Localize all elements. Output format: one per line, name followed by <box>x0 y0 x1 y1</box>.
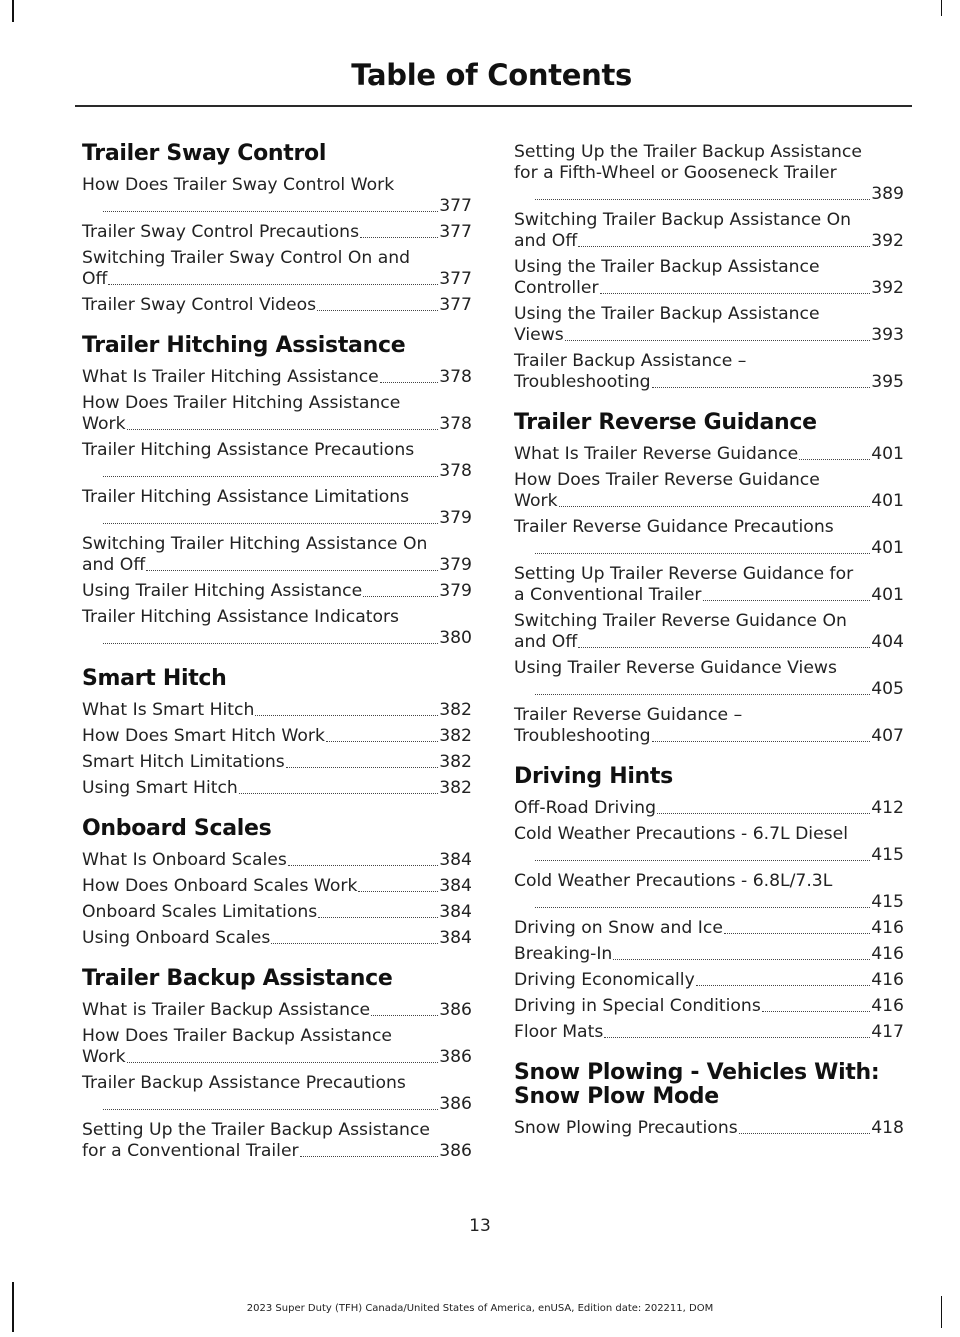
toc-section <box>514 411 904 747</box>
toc-entry[interactable] <box>82 367 472 388</box>
toc-entry-last-line <box>514 278 904 299</box>
section-heading <box>514 765 904 789</box>
dot-leader <box>127 429 439 430</box>
toc-entry[interactable] <box>514 1118 904 1139</box>
toc-entry-text: Using the Trailer Backup Assistance <box>514 257 820 277</box>
toc-entry-last-line <box>82 295 472 316</box>
toc-page-number: 417 <box>871 1022 904 1042</box>
toc-entry-last-line <box>514 491 904 512</box>
toc-page-number: 379 <box>439 555 472 575</box>
toc-page-number: 386 <box>439 1094 472 1114</box>
toc-page-number: 379 <box>439 581 472 601</box>
toc-entry-text: Views <box>514 325 564 345</box>
toc-entry[interactable] <box>82 175 472 217</box>
toc-entry-text: Smart Hitch Limitations <box>82 752 285 772</box>
dot-leader <box>239 793 438 794</box>
toc-entry-last-line <box>514 1022 904 1043</box>
toc-page-number: 386 <box>439 1000 472 1020</box>
toc-entry[interactable] <box>82 778 472 799</box>
toc-page-number: 384 <box>439 876 472 896</box>
toc-entry-last-line <box>82 555 472 576</box>
toc-entry-last-line <box>514 231 904 252</box>
toc-entry-text: Controller <box>514 278 599 298</box>
dot-leader <box>657 813 870 814</box>
toc-entry-last-line <box>514 372 904 393</box>
toc-entry-text: Trailer Hitching Assistance Precautions <box>82 440 415 460</box>
toc-entry-text: Driving on Snow and Ice <box>514 918 723 938</box>
toc-entry-last-line <box>514 585 904 606</box>
toc-entry[interactable] <box>514 918 904 939</box>
toc-entry[interactable] <box>514 1022 904 1043</box>
toc-entry-text: Troubleshooting <box>514 372 651 392</box>
toc-entry[interactable] <box>82 850 472 871</box>
crop-mark <box>12 0 14 22</box>
dot-leader <box>108 284 438 285</box>
toc-entry-text: Trailer Sway Control Videos <box>82 295 317 315</box>
toc-page-number: 389 <box>871 184 904 204</box>
dot-leader <box>696 985 870 986</box>
toc-section <box>82 667 472 799</box>
dot-leader <box>535 860 870 861</box>
toc-entry[interactable] <box>82 393 472 435</box>
toc-entry-last-line <box>514 970 904 991</box>
toc-entry-text: Work <box>82 414 126 434</box>
toc-left-column <box>82 142 472 1180</box>
toc-page-number: 377 <box>439 196 472 216</box>
dot-leader <box>600 293 871 294</box>
toc-right-column <box>514 142 904 1157</box>
dot-leader <box>317 310 438 311</box>
section-heading-line: Trailer Hitching Assistance <box>82 333 406 358</box>
toc-entry-last-line <box>82 367 472 388</box>
dot-leader <box>559 506 871 507</box>
toc-entry[interactable] <box>514 564 904 606</box>
section-heading-line: Smart Hitch <box>82 666 227 691</box>
section-heading <box>82 142 472 166</box>
toc-entry[interactable] <box>82 581 472 602</box>
dot-leader <box>300 1156 439 1157</box>
dot-leader <box>288 865 438 866</box>
toc-entry-text: Trailer Hitching Assistance Indicators <box>82 607 400 627</box>
dot-leader <box>255 715 438 716</box>
toc-page-number: 395 <box>871 372 904 392</box>
toc-page-number: 382 <box>439 778 472 798</box>
toc-page-number: 416 <box>871 944 904 964</box>
footer-edition-info: 2023 Super Duty (TFH) Canada/United States of America, enUSA, Edition date: 202211, DOM <box>246 1303 714 1314</box>
dot-leader <box>363 596 438 597</box>
toc-section <box>514 142 904 393</box>
toc-page-number: 405 <box>871 679 904 699</box>
toc-entry-text: Cold Weather Precautions - 6.7L Diesel <box>514 824 848 844</box>
toc-entry-text: Onboard Scales Limitations <box>82 902 318 922</box>
toc-section <box>514 765 904 1043</box>
toc-entry-last-line <box>514 918 904 939</box>
toc-page-number: 401 <box>871 444 904 464</box>
toc-page-number: 401 <box>871 538 904 558</box>
toc-entry[interactable] <box>514 705 904 747</box>
toc-entry-last-line <box>514 726 904 747</box>
toc-entry-last-line <box>82 1047 472 1068</box>
dot-leader <box>103 523 438 524</box>
toc-entry-last-line <box>534 845 904 866</box>
toc-entry-text: What Is Onboard Scales <box>82 850 287 870</box>
toc-entry-last-line <box>102 461 472 482</box>
section-heading <box>82 334 472 358</box>
dot-leader <box>565 340 870 341</box>
toc-entry-text: Setting Up the Trailer Backup Assistance <box>82 1120 430 1140</box>
dot-leader <box>762 1011 870 1012</box>
toc-entry-text: How Does Smart Hitch Work <box>82 726 325 746</box>
section-heading <box>514 411 904 435</box>
toc-entry[interactable] <box>82 1120 472 1162</box>
toc-entry[interactable] <box>82 222 472 243</box>
toc-entry-text: How Does Trailer Sway Control Work <box>82 175 395 195</box>
toc-entry-text: Cold Weather Precautions - 6.8L/7.3L <box>514 871 833 891</box>
toc-page-number: 401 <box>871 491 904 511</box>
toc-entry-last-line <box>82 222 472 243</box>
toc-page-number: 377 <box>439 295 472 315</box>
toc-entry[interactable] <box>82 487 472 529</box>
dot-leader <box>739 1133 871 1134</box>
toc-entry[interactable] <box>514 304 904 346</box>
toc-entry-text: Driving Economically <box>514 970 695 990</box>
toc-page-number: 412 <box>871 798 904 818</box>
toc-page-number: 415 <box>871 845 904 865</box>
section-heading <box>514 1061 904 1109</box>
toc-section <box>82 817 472 949</box>
toc-entry-last-line <box>82 1141 472 1162</box>
toc-page-number: 382 <box>439 726 472 746</box>
toc-page-number: 407 <box>871 726 904 746</box>
toc-page-number: 378 <box>439 367 472 387</box>
page-number: 13 <box>469 1216 491 1236</box>
toc-entry-text: Snow Plowing Precautions <box>514 1118 738 1138</box>
toc-entry-text: Trailer Reverse Guidance – <box>514 705 743 725</box>
toc-page-number: 393 <box>871 325 904 345</box>
toc-entry[interactable] <box>82 534 472 576</box>
toc-entry[interactable] <box>82 752 472 773</box>
toc-page-number: 392 <box>871 231 904 251</box>
section-heading-line: Trailer Backup Assistance <box>82 966 393 991</box>
toc-entry-text: Setting Up the Trailer Backup Assistance <box>514 142 862 162</box>
section-heading-line: Onboard Scales <box>82 816 272 841</box>
toc-entry-last-line <box>82 1000 472 1021</box>
toc-entry-text: a Conventional Trailer <box>514 585 702 605</box>
section-heading-line: Driving Hints <box>514 764 673 789</box>
toc-entry[interactable] <box>514 210 904 252</box>
dot-leader <box>703 600 871 601</box>
toc-page-number: 386 <box>439 1141 472 1161</box>
toc-entry-text: and Off <box>82 555 146 575</box>
toc-entry-last-line <box>534 538 904 559</box>
toc-entry[interactable] <box>82 1026 472 1068</box>
toc-entry-text: Trailer Reverse Guidance Precautions <box>514 517 834 537</box>
dot-leader <box>578 647 870 648</box>
toc-entry[interactable] <box>82 928 472 949</box>
toc-page-number: 416 <box>871 970 904 990</box>
toc-entry-text: Using Trailer Hitching Assistance <box>82 581 363 601</box>
toc-entry-text: Work <box>514 491 558 511</box>
toc-entry-last-line <box>514 444 904 465</box>
toc-entry[interactable] <box>514 611 904 653</box>
toc-entry[interactable] <box>82 248 472 290</box>
toc-entry-last-line <box>514 1118 904 1139</box>
toc-entry-text: Setting Up Trailer Reverse Guidance for <box>514 564 854 584</box>
toc-entry-text: What is Trailer Backup Assistance <box>82 1000 371 1020</box>
toc-entry[interactable] <box>514 798 904 819</box>
toc-entry-last-line <box>534 679 904 700</box>
dot-leader <box>578 246 870 247</box>
dot-leader <box>535 907 870 908</box>
toc-entry-text: Using Smart Hitch <box>82 778 238 798</box>
toc-entry-text: Switching Trailer Sway Control On and <box>82 248 411 268</box>
section-heading <box>82 667 472 691</box>
dot-leader <box>103 211 438 212</box>
toc-page-number: 382 <box>439 752 472 772</box>
toc-entry-last-line <box>82 752 472 773</box>
dot-leader <box>146 570 438 571</box>
toc-entry-text: Breaking-In <box>514 944 613 964</box>
toc-page-number: 378 <box>439 414 472 434</box>
dot-leader <box>535 199 870 200</box>
toc-entry[interactable] <box>514 996 904 1017</box>
toc-entry[interactable] <box>514 871 904 913</box>
dot-leader <box>724 933 870 934</box>
toc-entry-text: How Does Onboard Scales Work <box>82 876 358 896</box>
toc-entry-last-line <box>82 269 472 290</box>
section-heading <box>82 817 472 841</box>
toc-page-number: 384 <box>439 902 472 922</box>
section-heading-line: Trailer Reverse Guidance <box>514 410 817 435</box>
toc-entry-text: Driving in Special Conditions <box>514 996 761 1016</box>
toc-entry-text: Work <box>82 1047 126 1067</box>
toc-entry-last-line <box>514 944 904 965</box>
dot-leader <box>652 387 871 388</box>
toc-entry[interactable] <box>82 700 472 721</box>
toc-entry[interactable] <box>82 1073 472 1115</box>
dot-leader <box>380 382 438 383</box>
toc-entry-text: Off <box>82 269 108 289</box>
toc-entry-last-line <box>514 325 904 346</box>
toc-page-number: 384 <box>439 850 472 870</box>
toc-entry[interactable] <box>514 970 904 991</box>
toc-entry-last-line <box>82 778 472 799</box>
toc-entry-last-line <box>534 892 904 913</box>
toc-entry-last-line <box>82 902 472 923</box>
toc-entry-text: How Does Trailer Backup Assistance <box>82 1026 392 1046</box>
toc-page-number: 415 <box>871 892 904 912</box>
toc-entry[interactable] <box>514 824 904 866</box>
toc-page-number: 386 <box>439 1047 472 1067</box>
toc-entry[interactable] <box>82 440 472 482</box>
toc-entry[interactable] <box>514 142 904 205</box>
toc-entry[interactable] <box>82 607 472 649</box>
toc-entry-text: Off-Road Driving <box>514 798 656 818</box>
toc-entry[interactable] <box>514 517 904 559</box>
toc-entry-text: What Is Smart Hitch <box>82 700 255 720</box>
toc-entry-text: and Off <box>514 632 578 652</box>
toc-entry-last-line <box>82 700 472 721</box>
toc-entry-text: How Does Trailer Hitching Assistance <box>82 393 401 413</box>
dot-leader <box>535 694 870 695</box>
toc-entry-last-line <box>514 632 904 653</box>
dot-leader <box>271 943 438 944</box>
toc-entry-text: Switching Trailer Hitching Assistance On <box>82 534 428 554</box>
crop-mark <box>941 0 943 16</box>
section-heading-line: Snow Plow Mode <box>514 1084 719 1109</box>
toc-page-number: 401 <box>871 585 904 605</box>
dot-leader <box>360 237 438 238</box>
dot-leader <box>103 476 438 477</box>
section-heading-line: Trailer Sway Control <box>82 141 327 166</box>
toc-page-number: 377 <box>439 269 472 289</box>
toc-entry[interactable] <box>514 257 904 299</box>
toc-entry[interactable] <box>514 470 904 512</box>
toc-entry-last-line <box>534 184 904 205</box>
toc-entry-last-line <box>82 581 472 602</box>
dot-leader <box>286 767 438 768</box>
dot-leader <box>127 1062 439 1063</box>
dot-leader <box>371 1015 438 1016</box>
toc-entry[interactable] <box>82 876 472 897</box>
toc-page-number: 379 <box>439 508 472 528</box>
toc-entry-text: Using the Trailer Backup Assistance <box>514 304 820 324</box>
toc-entry[interactable] <box>514 351 904 393</box>
dot-leader <box>799 459 870 460</box>
toc-entry[interactable] <box>82 726 472 747</box>
section-heading-line: Snow Plowing - Vehicles With: <box>514 1060 880 1085</box>
toc-page-number: 377 <box>439 222 472 242</box>
toc-entry-last-line <box>514 798 904 819</box>
toc-entry-last-line <box>82 414 472 435</box>
toc-entry[interactable] <box>514 944 904 965</box>
header-divider <box>75 105 912 107</box>
toc-entry-last-line <box>82 726 472 747</box>
toc-page-number: 416 <box>871 918 904 938</box>
dot-leader <box>326 741 438 742</box>
toc-entry[interactable] <box>514 444 904 465</box>
section-heading <box>82 967 472 991</box>
toc-page-number: 404 <box>871 632 904 652</box>
toc-entry-last-line <box>82 850 472 871</box>
toc-entry-text: Switching Trailer Reverse Guidance On <box>514 611 847 631</box>
toc-entry-text: What Is Trailer Reverse Guidance <box>514 444 799 464</box>
dot-leader <box>358 891 438 892</box>
toc-entry[interactable] <box>514 658 904 700</box>
toc-section <box>514 1061 904 1139</box>
toc-section <box>82 334 472 649</box>
toc-page-number: 380 <box>439 628 472 648</box>
toc-section <box>82 967 472 1162</box>
toc-page-number: 418 <box>871 1118 904 1138</box>
toc-section <box>82 142 472 316</box>
toc-entry-text: Using Trailer Reverse Guidance Views <box>514 658 837 678</box>
toc-entry-last-line <box>102 196 472 217</box>
dot-leader <box>103 1109 438 1110</box>
toc-entry-text: Troubleshooting <box>514 726 651 746</box>
dot-leader <box>613 959 870 960</box>
toc-entry-last-line <box>102 628 472 649</box>
toc-page-number: 392 <box>871 278 904 298</box>
toc-entry-text: Using Onboard Scales <box>82 928 271 948</box>
toc-entry[interactable] <box>82 295 472 316</box>
dot-leader <box>318 917 438 918</box>
toc-page-number: 416 <box>871 996 904 1016</box>
toc-entry-last-line <box>82 928 472 949</box>
toc-entry-last-line <box>102 1094 472 1115</box>
toc-entry-text: for a Fifth-Wheel or Gooseneck Trailer <box>514 163 837 183</box>
dot-leader <box>535 553 870 554</box>
toc-entry-text: for a Conventional Trailer <box>82 1141 299 1161</box>
toc-page-number: 382 <box>439 700 472 720</box>
toc-entry-last-line <box>102 508 472 529</box>
toc-entry-text: Switching Trailer Backup Assistance On <box>514 210 852 230</box>
dot-leader <box>652 741 871 742</box>
toc-entry-text: Trailer Backup Assistance Precautions <box>82 1073 406 1093</box>
toc-entry-text: Floor Mats <box>514 1022 604 1042</box>
toc-entry-last-line <box>514 996 904 1017</box>
toc-entry-text: How Does Trailer Reverse Guidance <box>514 470 820 490</box>
toc-entry-text: Trailer Hitching Assistance Limitations <box>82 487 410 507</box>
toc-page-number: 384 <box>439 928 472 948</box>
toc-entry[interactable] <box>82 1000 472 1021</box>
toc-entry-text: Trailer Backup Assistance – <box>514 351 747 371</box>
toc-entry-last-line <box>82 876 472 897</box>
toc-page-number: 378 <box>439 461 472 481</box>
toc-entry-text: and Off <box>514 231 578 251</box>
dot-leader <box>103 643 438 644</box>
toc-entry-text: What Is Trailer Hitching Assistance <box>82 367 379 387</box>
toc-entry-text: Trailer Sway Control Precautions <box>82 222 360 242</box>
dot-leader <box>604 1037 870 1038</box>
page-title: Table of Contents <box>351 58 632 92</box>
toc-entry[interactable] <box>82 902 472 923</box>
